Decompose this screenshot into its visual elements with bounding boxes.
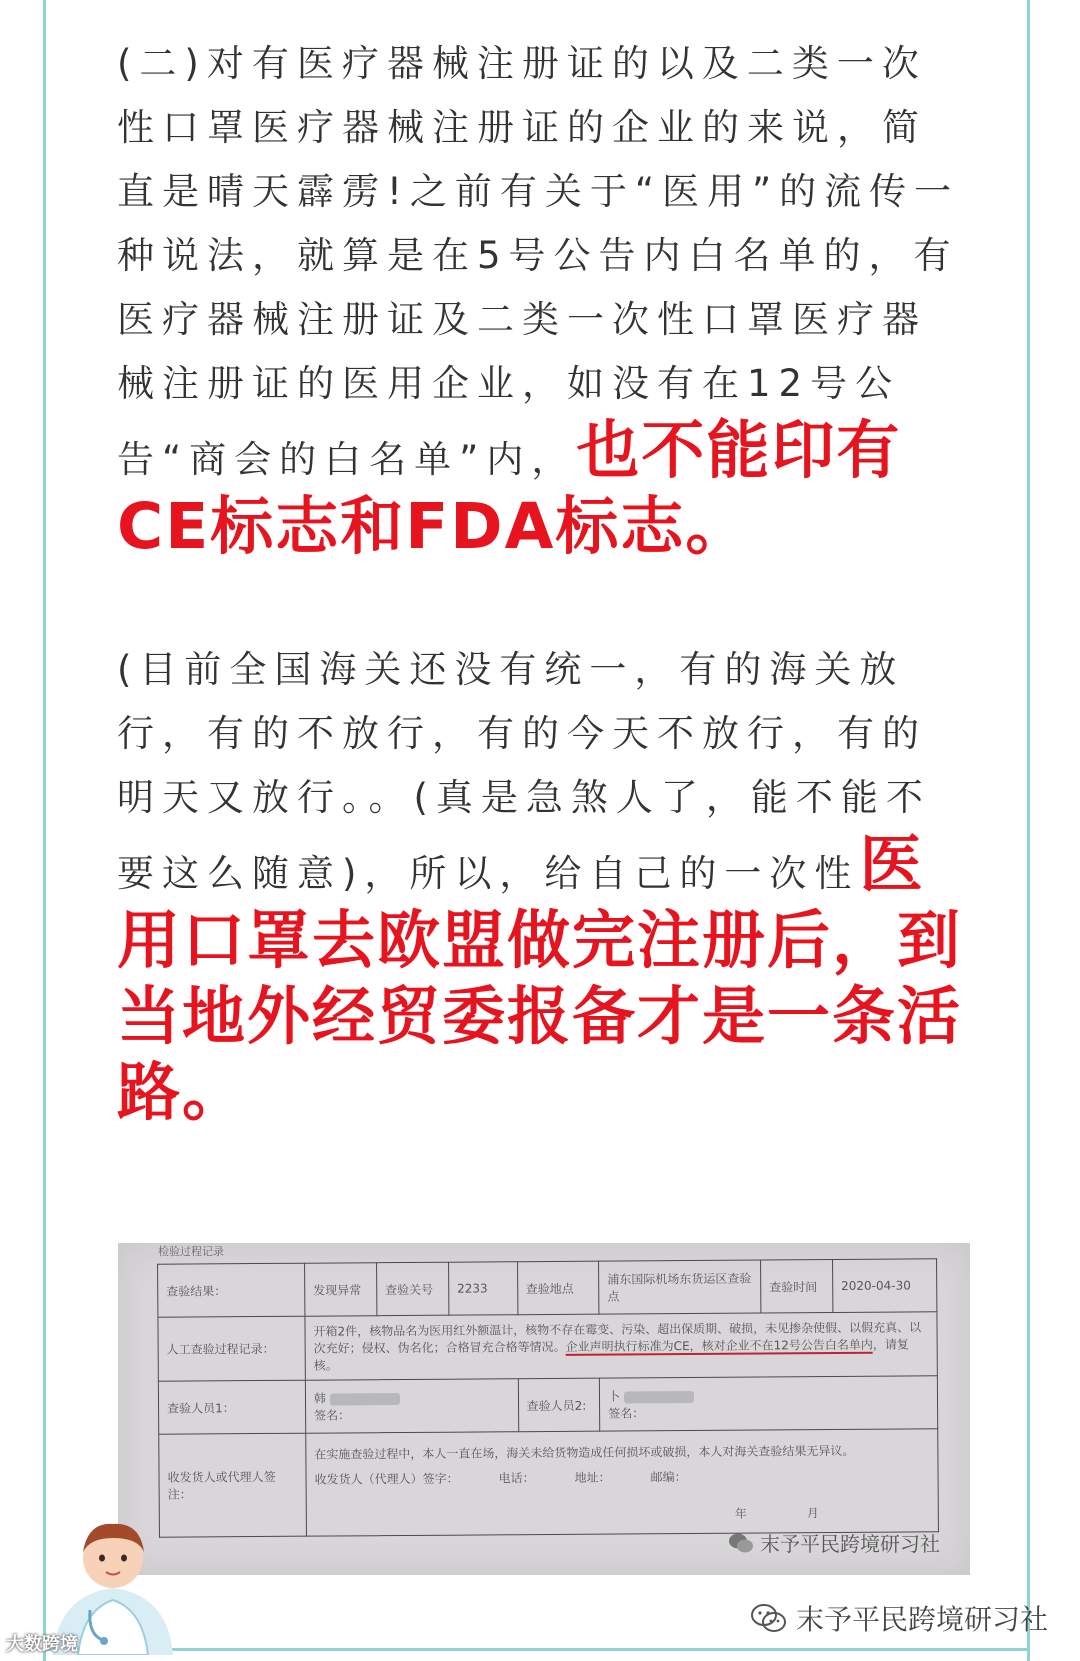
- inspector1-label: 查验人员1：: [158, 1380, 305, 1434]
- inspector2-label: 查验人员2:: [518, 1378, 600, 1432]
- table-row: [158, 1376, 937, 1434]
- frame-right-border: [1027, 0, 1030, 1661]
- paragraph-1: [117, 32, 965, 568]
- process-text-a: 开箱2件，核物品名为医用红外额温计，核物不存在霉变、污染、超出保质期、破损，未见掺杂使假、以假充真、以次充好；侵权、伪名化；合格冒充合格等情况。: [313, 1320, 922, 1356]
- signer-label: 收发货人（代理人）签字：: [314, 1471, 459, 1487]
- inspector1-cell: [305, 1379, 518, 1433]
- inspector1-name: 韩: [313, 1391, 327, 1406]
- post-label: 邮编：: [650, 1469, 687, 1484]
- consignee-statement: 在实施查验过程中，本人一直在场，海关未给货物造成任何损坏或破损，本人对海关查验结果无异议。: [314, 1443, 855, 1462]
- consignee-fields: [314, 1466, 929, 1487]
- phone-label: 电话：: [498, 1470, 535, 1485]
- table-row: [159, 1429, 939, 1537]
- id-label: 查验关号: [376, 1262, 448, 1316]
- photo-watermark-text: 末予平民跨境研习社: [760, 1532, 940, 1556]
- process-label: 人工查验过程记录：: [158, 1316, 305, 1381]
- wechat-icon: [750, 1603, 788, 1633]
- address-label: 地址：: [574, 1470, 611, 1485]
- article-body: [117, 32, 965, 1134]
- place-value: 浦东国际机场东货运区查验点: [599, 1260, 761, 1314]
- place-label: 查验地点: [517, 1261, 599, 1315]
- wechat-icon: [728, 1532, 754, 1554]
- inspector2-cell: [599, 1376, 937, 1431]
- year-label: 年: [734, 1506, 747, 1521]
- footer-watermark-text: 末予平民跨境研习社: [796, 1603, 1049, 1636]
- table-row: [158, 1312, 937, 1381]
- paragraph-1-text: (二)对有医疗器械注册证的以及二类一次性口罩医疗器械注册证的企业的来说，简直是晴天霹雳!之前有关于“医用”的流传一种说法，就算是在5号公告内白名单的，有医疗器械注册证及二类一次性口罩医疗器械注册证的医用企业，如没有在12号公告“商会的白名单”内，: [117, 42, 960, 481]
- result-value: 发现异常: [305, 1263, 377, 1317]
- frame-bottom-border: [46, 1648, 1027, 1651]
- id-value: 2233: [448, 1262, 517, 1315]
- paragraph-2: [117, 638, 965, 1134]
- paragraph-1-highlight: 也不能印有CE标志和FDA标志。: [117, 414, 902, 563]
- redacted-id-2: [624, 1390, 694, 1402]
- time-value: 2020-04-30: [832, 1259, 936, 1313]
- process-text-underlined: 企业声明执行标准为CE，核对企业不在12号公告白名单内: [565, 1337, 873, 1354]
- date-fields: [735, 1503, 930, 1521]
- corner-logo: 大数跨境: [6, 1634, 78, 1655]
- time-label: 查验时间: [761, 1260, 833, 1314]
- inspection-record-photo: [118, 1243, 970, 1575]
- table-row: [158, 1259, 937, 1317]
- frame-left-border: [43, 0, 46, 1661]
- inspector1-sign-label: 签名：: [314, 1408, 351, 1423]
- photo-watermark: [728, 1528, 940, 1557]
- inspector2-name: 卜: [608, 1389, 621, 1404]
- paragraph-2-text: (目前全国海关还没有统一，有的海关放行，有的不放行，有的今天不放行，有的明天又放行。。(真是急煞人了，能不能不要这么随意)，所以，给自己的一次性: [117, 648, 931, 895]
- process-text-c: ，请复核。: [313, 1337, 909, 1373]
- month-label: 月: [806, 1505, 819, 1520]
- process-text: [305, 1312, 937, 1380]
- consignee-cell: [306, 1429, 939, 1536]
- result-label: 查验结果：: [158, 1263, 305, 1317]
- inspector2-sign-label: 签名：: [608, 1406, 645, 1421]
- consignee-label: 收发货人或代理人签注：: [159, 1433, 307, 1537]
- redacted-id-1: [330, 1393, 400, 1405]
- paragraph-2-highlight: 医用口罩去欧盟做完注册后，到当地外经贸委报备才是一条活路。: [117, 828, 962, 1129]
- inspection-form-table: [157, 1258, 939, 1537]
- record-header: 检验过程记录: [158, 1245, 224, 1258]
- footer-watermark: [750, 1598, 1048, 1638]
